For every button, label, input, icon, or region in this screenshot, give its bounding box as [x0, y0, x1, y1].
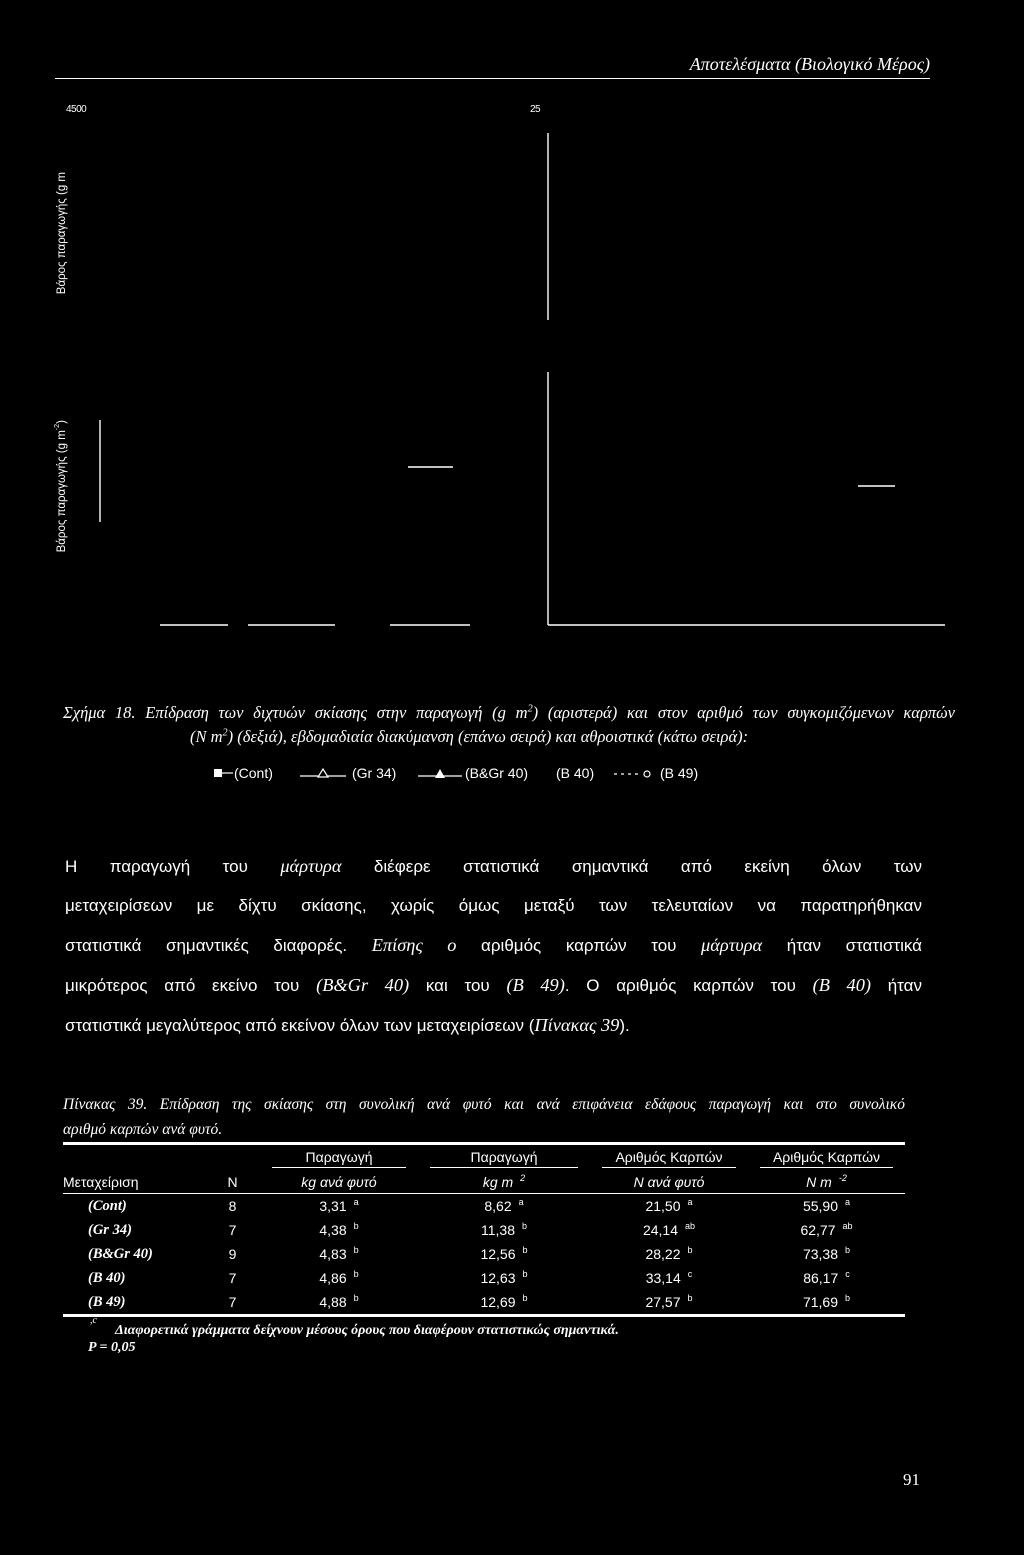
left-axis-max-tick: 4500 — [66, 104, 87, 115]
figure-18-graphics — [0, 0, 1024, 640]
treatment-name: (Gr 34) — [88, 1222, 132, 1238]
body-text: ήταν — [871, 976, 922, 995]
value-cell — [590, 1218, 748, 1242]
column-header-n-per-plant: N ανά φυτό — [590, 1170, 748, 1194]
figure-caption-text: Επίδραση των διχτυών σκίασης στην παραγωγή (g m — [135, 703, 528, 722]
table-header-empty-cell — [205, 1144, 260, 1171]
body-emphasis: (B 40) — [812, 975, 871, 995]
y-axis-label-lower-close: ) — [56, 420, 68, 424]
footnote-text: Διαφορετικά γράμματα δείχνουν μέσους όρους που διαφέρουν στατιστικώς σημαντικά. — [115, 1323, 619, 1338]
significance-letter: b — [353, 1245, 359, 1256]
significance-letter: b — [353, 1269, 359, 1280]
group-header-fruits-per-plant: Αριθμός Καρπών — [602, 1148, 736, 1168]
treatment-name: (B 49) — [88, 1294, 126, 1310]
column-header-n-per-m2 — [748, 1170, 905, 1194]
body-text: αριθμός καρπών του — [456, 936, 702, 955]
body-text: μεταχειρίσεων με δίχτυ σκίασης, χωρίς όμως μεταξύ των τελευταίων να παρατηρήθηκαν — [65, 896, 922, 915]
body-line-1 — [65, 846, 922, 886]
body-line-3 — [65, 925, 922, 965]
body-emphasis: (B 49) — [506, 975, 565, 995]
significance-letter: ab — [685, 1221, 696, 1232]
figure-caption-sup: 2 — [527, 703, 533, 715]
treatment-name: (B&Gr 40) — [88, 1246, 153, 1262]
table-group-header-cell — [260, 1144, 418, 1171]
value-cell — [260, 1242, 418, 1266]
table-row — [63, 1290, 905, 1316]
significance-letter: a — [518, 1197, 524, 1208]
figure-caption-sup: 2 — [222, 727, 228, 739]
sample-size: 8 — [228, 1198, 237, 1214]
value: 33,14 — [645, 1270, 681, 1286]
value: 62,77 — [800, 1222, 836, 1238]
value: 27,57 — [645, 1294, 681, 1310]
table-group-header-row — [63, 1144, 905, 1171]
unit-text: kg m — [482, 1173, 514, 1190]
figure-caption-text: (N m — [190, 727, 223, 746]
unit-sup: 2 — [520, 1172, 526, 1183]
significance-letter: c — [845, 1269, 850, 1280]
value-cell — [590, 1242, 748, 1266]
legend-label-b40: (B 40) — [556, 765, 595, 781]
value-cell — [748, 1266, 905, 1290]
table-header-empty-cell — [63, 1144, 205, 1171]
column-header-kg-per-plant: kg ανά φυτό — [260, 1170, 418, 1194]
significance-letter: a — [687, 1197, 693, 1208]
legend-label-bgr40: (B&Gr 40) — [465, 765, 529, 781]
open-triangle-line-icon — [300, 767, 346, 779]
table-group-header-cell — [748, 1144, 905, 1171]
value-cell — [418, 1242, 590, 1266]
significance-letter: b — [845, 1293, 851, 1304]
value-cell — [260, 1290, 418, 1316]
y-axis-label-upper: Βάρος παραγωγής (g m — [56, 172, 68, 295]
body-emphasis: (B&Gr 40) — [316, 975, 410, 995]
body-emphasis: μάρτυρα — [280, 856, 342, 876]
value: 3,31 — [319, 1198, 347, 1214]
value: 12,56 — [480, 1246, 516, 1262]
value-cell — [748, 1218, 905, 1242]
value-cell — [260, 1266, 418, 1290]
open-circle-dashed-line-icon — [614, 767, 656, 779]
table-group-header-cell — [590, 1144, 748, 1171]
body-text: στατιστικά μεγαλύτερος από εκείνον όλων των μεταχειρίσεων ( — [65, 1016, 535, 1035]
body-text: μικρότερος από εκείνο του — [65, 976, 317, 995]
footnote-p-value: P = 0,05 — [88, 1340, 136, 1355]
y-axis-label-lower — [55, 420, 69, 552]
body-emphasis: Επίσης ο — [371, 935, 457, 955]
filled-square-icon — [214, 767, 234, 779]
sample-size: 7 — [228, 1222, 237, 1238]
value: 4,88 — [319, 1294, 347, 1310]
group-header-fruits-per-area: Αριθμός Καρπών — [760, 1148, 893, 1168]
results-table — [63, 1142, 905, 1317]
value: 4,38 — [319, 1222, 347, 1238]
filled-triangle-line-icon — [418, 767, 462, 779]
figure-caption-text: ) (δεξιά), εβδομαδιαία διακύμανση (επάνω σειρά) και αθροιστικά (κάτω σειρά): — [227, 727, 749, 746]
body-text: στατιστικά σημαντικές διαφορές. — [65, 936, 372, 955]
body-line-5 — [65, 1005, 922, 1045]
table-column-header-row — [63, 1170, 905, 1194]
significance-letter: c — [687, 1269, 693, 1280]
body-text: και του — [409, 976, 507, 995]
value-cell — [418, 1290, 590, 1316]
table-group-header-cell — [418, 1144, 590, 1171]
column-header-treatment: Μεταχείριση — [63, 1170, 205, 1194]
body-emphasis: Πίνακας 39 — [534, 1015, 620, 1035]
value: 71,69 — [802, 1294, 839, 1310]
value: 12,63 — [480, 1270, 516, 1286]
value-cell — [748, 1290, 905, 1316]
group-header-production-per-area: Παραγωγή — [430, 1148, 578, 1168]
y-axis-label-lower-sup: -2 — [53, 423, 62, 431]
significance-letter: a — [353, 1197, 359, 1208]
value-cell — [418, 1218, 590, 1242]
sample-size: 9 — [228, 1246, 237, 1262]
significance-letter: b — [687, 1293, 693, 1304]
figure-caption-text: ) (αριστερά) και στον αριθμό των συγκομιζόμενων καρπών — [532, 703, 955, 722]
body-text: διέφερε στατιστικά σημαντικά από εκείνη όλων των — [341, 857, 923, 876]
table-caption-label: Πίνακας 39. — [63, 1096, 148, 1113]
value: 4,83 — [319, 1246, 347, 1262]
value: 12,69 — [480, 1294, 516, 1310]
value-cell — [418, 1266, 590, 1290]
body-line-4 — [65, 965, 922, 1005]
value-cell — [260, 1194, 418, 1219]
significance-letter: b — [845, 1245, 851, 1256]
legend-label-b49: (B 49) — [660, 765, 699, 781]
table-row — [63, 1242, 905, 1266]
value-cell — [590, 1194, 748, 1219]
page-number: 91 — [903, 1470, 920, 1489]
y-axis-label-lower-text: Βάρος παραγωγής (g m — [56, 430, 68, 553]
column-header-n: N — [205, 1170, 260, 1194]
sample-size: 7 — [228, 1270, 237, 1286]
table-caption-line-1 — [63, 1093, 905, 1117]
significance-letter: b — [687, 1245, 693, 1256]
body-text: ). — [619, 1016, 630, 1035]
value-cell — [590, 1266, 748, 1290]
significance-letter: b — [522, 1269, 528, 1280]
table-row — [63, 1194, 905, 1219]
unit-text: N m — [806, 1173, 832, 1190]
value-cell — [748, 1242, 905, 1266]
body-text: Η παραγωγή του — [65, 857, 281, 876]
significance-letter: b — [522, 1293, 528, 1304]
footnote-marker: ,c — [90, 1315, 97, 1326]
value-cell — [418, 1194, 590, 1219]
running-header-title: Αποτελέσματα (Βιολογικό Μέρος) — [689, 54, 930, 74]
unit-sup: -2 — [838, 1172, 847, 1183]
value-cell — [748, 1194, 905, 1219]
body-text: ήταν στατιστικά — [762, 936, 922, 955]
significance-letter: ab — [842, 1221, 853, 1232]
value: 28,22 — [645, 1246, 681, 1262]
legend-label-cont: (Cont) — [234, 765, 273, 781]
treatment-name: (Cont) — [88, 1198, 127, 1214]
group-header-production-per-plant: Παραγωγή — [272, 1148, 406, 1168]
significance-letter: b — [353, 1293, 359, 1304]
body-emphasis: μάρτυρα — [701, 935, 763, 955]
value: 86,17 — [803, 1270, 839, 1286]
significance-letter: b — [353, 1221, 359, 1232]
body-text: . Ο αριθμός καρπών του — [564, 976, 813, 995]
figure-caption-line-1 — [63, 701, 955, 725]
right-axis-max-tick: 25 — [530, 104, 541, 115]
value: 11,38 — [480, 1222, 515, 1238]
value: 55,90 — [802, 1198, 839, 1214]
value: 73,38 — [802, 1246, 839, 1262]
significance-letter: b — [522, 1245, 528, 1256]
table-row — [63, 1266, 905, 1290]
value-cell — [260, 1218, 418, 1242]
value: 8,62 — [484, 1198, 512, 1214]
value: 24,14 — [642, 1222, 679, 1238]
significance-letter: b — [521, 1221, 527, 1232]
column-header-kg-per-m2 — [418, 1170, 590, 1194]
body-line-2 — [65, 886, 922, 926]
treatment-name: (B 40) — [88, 1270, 126, 1286]
figure-caption-label: Σχήμα 18. — [63, 703, 136, 722]
table-caption-line-2: αριθμό καρπών ανά φυτό. — [63, 1121, 223, 1138]
value: 4,86 — [319, 1270, 347, 1286]
table-row — [63, 1218, 905, 1242]
figure-caption-line-2 — [190, 725, 748, 749]
sample-size: 7 — [228, 1294, 237, 1310]
value: 21,50 — [645, 1198, 681, 1214]
table-caption-text: Επίδραση της σκίασης στη συνολική ανά φυτό και ανά επιφάνεια εδάφους παραγωγή και στο συνολικό — [147, 1096, 905, 1113]
significance-letter: a — [845, 1197, 851, 1208]
value-cell — [590, 1290, 748, 1316]
legend-label-gr34: (Gr 34) — [352, 765, 397, 781]
